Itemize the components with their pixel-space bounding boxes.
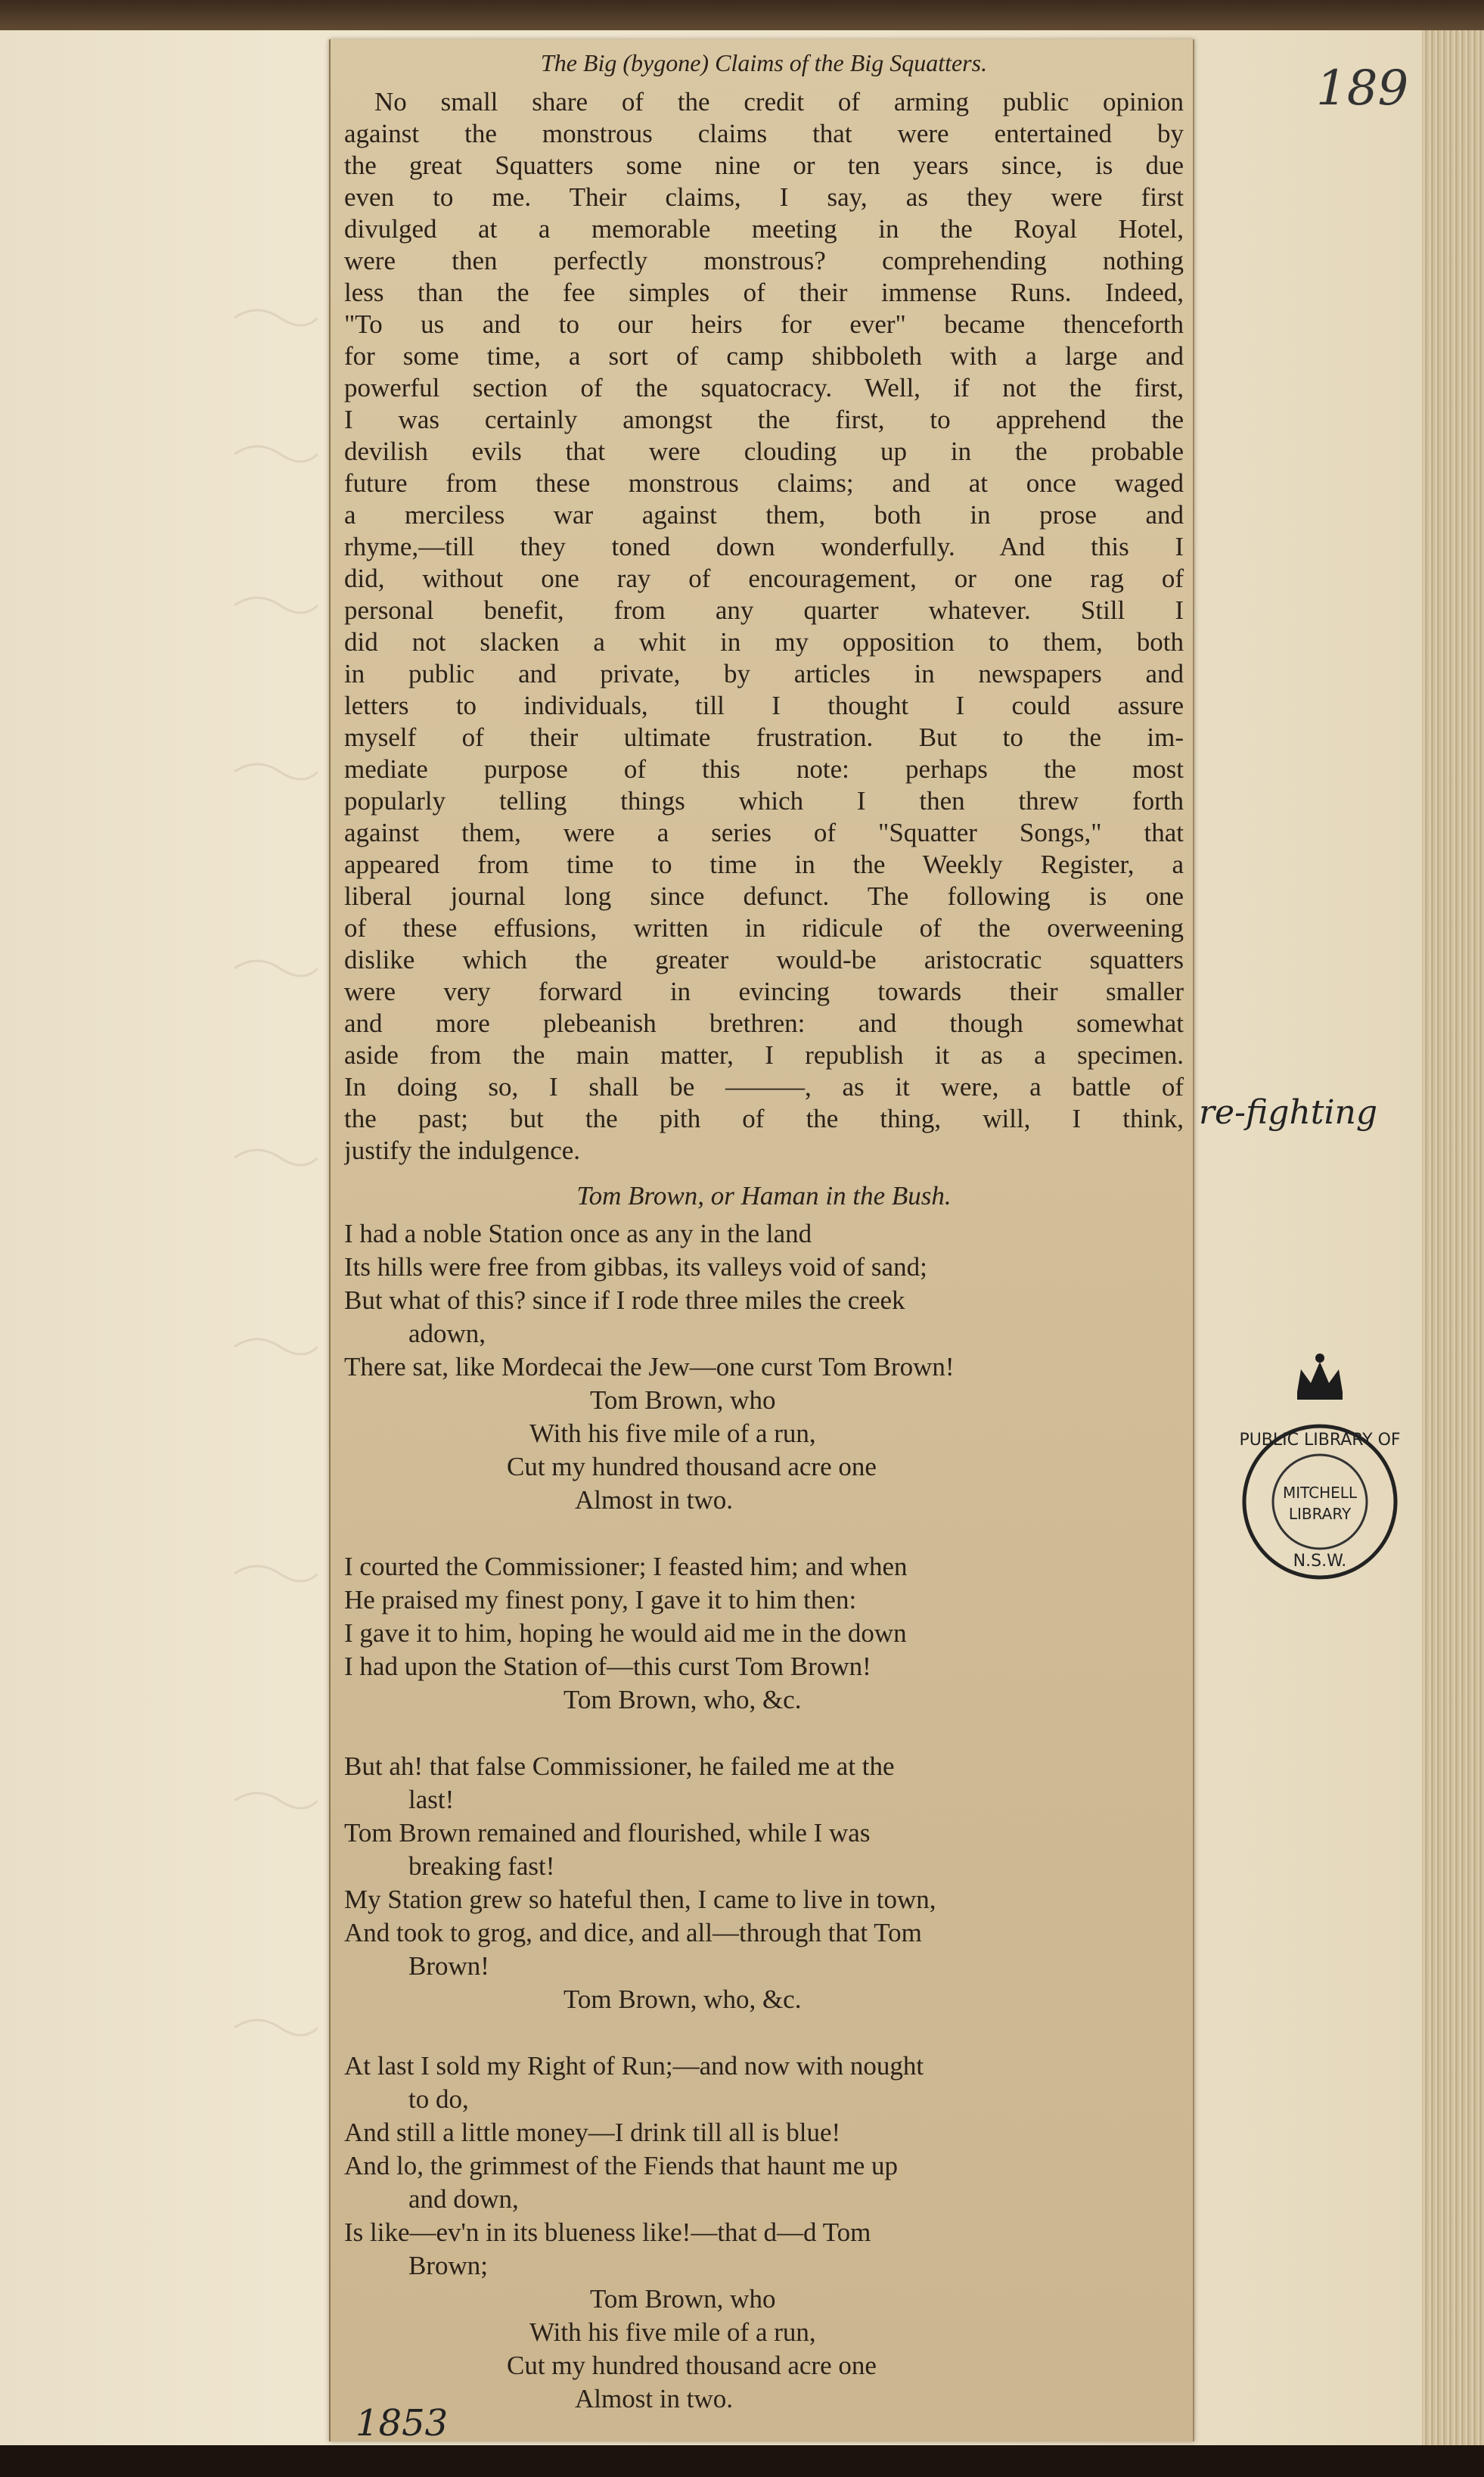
poem-line: I had upon the Station of—this curst Tom Brown!	[344, 1652, 871, 1681]
prose-line: and more plebeanish brethren: and though somewhat	[344, 1009, 1184, 1038]
prose-line: No small share of the credit of arming public opinion	[374, 87, 1184, 117]
stanza-2	[344, 1551, 1184, 1717]
prose-paragraph	[344, 86, 1184, 1167]
book-bottom-edge	[0, 2445, 1484, 2477]
stamp-text-top: PUBLIC LIBRARY OF	[1239, 1431, 1401, 1450]
stanza-4	[344, 2050, 1184, 2416]
prose-line: dislike which the greater would-be aristocratic squatters	[344, 945, 1184, 974]
poem-line: breaking fast!	[408, 1851, 555, 1881]
poem-line: Brown!	[408, 1951, 489, 1981]
clipping-text	[344, 44, 1184, 2450]
poem-line: And still a little money—I drink till all is blue!	[344, 2118, 841, 2147]
prose-line: aside from the main matter, I republish it as a specimen.	[344, 1040, 1184, 1070]
prose-line: divulged at a memorable meeting in the Royal Hotel,	[344, 214, 1184, 244]
page-stack-edge	[1422, 30, 1484, 2447]
poem-line: Is like—ev'n in its blueness like!—that d—d Tom	[344, 2217, 871, 2247]
year-annotation: 1853	[355, 2402, 449, 2444]
prose-line: against them, were a series of "Squatter Songs," that	[344, 818, 1184, 847]
refrain-line: With his five mile of a run,	[529, 1419, 816, 1448]
prose-line: liberal journal long since defunct. The following is one	[344, 881, 1184, 911]
poem-line: adown,	[408, 1319, 486, 1348]
prose-line: did, without one ray of encouragement, or one rag of	[344, 564, 1184, 593]
prose-line: myself of their ultimate frustration. But to the im-	[344, 723, 1184, 752]
stanza-1	[344, 1218, 1184, 1518]
prose-line: rhyme,—till they toned down wonderfully. And this I	[344, 532, 1184, 561]
stamp-text-bottom: N.S.W.	[1293, 1552, 1347, 1571]
refrain-line: With his five mile of a run,	[529, 2317, 816, 2347]
poem-line: At last I sold my Right of Run;—and now with nought	[344, 2051, 924, 2081]
prose-line: did not slacken a whit in my opposition to them, both	[344, 627, 1184, 657]
page-number: 189	[1316, 61, 1409, 117]
prose-line: the past; but the pith of the thing, will, I think,	[344, 1104, 1184, 1133]
prose-line: personal benefit, from any quarter whatever. Still I	[344, 595, 1184, 625]
prose-line: powerful section of the squatocracy. Well, if not the first,	[344, 373, 1184, 402]
refrain-line: Cut my hundred thousand acre one	[507, 2351, 877, 2380]
poem-line: to do,	[408, 2084, 469, 2114]
prose-line: a merciless war against them, both in prose and	[344, 500, 1184, 530]
prose-line: In doing so, I shall be ———, as it were, a battle of	[344, 1072, 1184, 1102]
stanza-3	[344, 1751, 1184, 2017]
clipping-title: The Big (bygone) Claims of the Big Squatters.	[540, 49, 988, 76]
prose-line: in public and private, by articles in newspapers and	[344, 659, 1184, 688]
refrain-line: Almost in two.	[575, 2384, 734, 2413]
prose-line: even to me. Their claims, I say, as they were first	[344, 182, 1184, 212]
poem-line: and down,	[408, 2184, 519, 2214]
prose-line: future from these monstrous claims; and at once waged	[344, 468, 1184, 498]
poem-line: And lo, the grimmest of the Fiends that haunt me up	[344, 2151, 898, 2180]
prose-line: the great Squatters some nine or ten years since, is due	[344, 151, 1184, 180]
prose-line: I was certainly amongst the first, to apprehend the	[344, 405, 1184, 434]
prose-line: popularly telling things which I then threw forth	[344, 786, 1184, 816]
poem-line: I gave it to him, hoping he would aid me in the down	[344, 1618, 907, 1648]
poem-line: He praised my finest pony, I gave it to him then:	[344, 1585, 857, 1615]
refrain-line: Almost in two.	[575, 1485, 734, 1515]
refrain-line: Tom Brown, who	[590, 2284, 776, 2314]
stamp-inner-ring	[1273, 1455, 1367, 1549]
stamp-text-library: LIBRARY	[1288, 1505, 1352, 1523]
refrain-line: Cut my hundred thousand acre one	[507, 1452, 877, 1481]
poem-line: Its hills were free from gibbas, its valleys void of sand;	[344, 1252, 927, 1282]
stamp-text-mid: MITCHELL	[1282, 1484, 1358, 1502]
prose-line: mediate purpose of this note: perhaps the most	[344, 754, 1184, 784]
prose-line: less than the fee simples of their immense Runs. Indeed,	[344, 278, 1184, 307]
refrain-line: Tom Brown, who, &c.	[563, 1984, 802, 2014]
refrain-line: Tom Brown, who	[590, 1385, 776, 1415]
poem-line: But ah! that false Commissioner, he failed me at the	[344, 1751, 895, 1781]
poem-line: But what of this? since if I rode three miles the creek	[344, 1285, 905, 1315]
prose-line: were then perfectly monstrous? comprehending nothing	[344, 246, 1184, 275]
poem-line: My Station grew so hateful then, I came to live in town,	[344, 1885, 936, 1914]
prose-line: for some time, a sort of camp shibboleth with a large and	[344, 341, 1184, 371]
faint-show-through-handwriting	[227, 287, 318, 2255]
margin-annotation: re-fighting	[1199, 1093, 1378, 1132]
prose-line: against the monstrous claims that were entertained by	[344, 119, 1184, 148]
prose-line: "To us and to our heirs for ever" became thenceforth	[344, 309, 1184, 339]
poem-line: Tom Brown remained and flourished, while I was	[344, 1818, 871, 1848]
poem-line: There sat, like Mordecai the Jew—one curst Tom Brown!	[344, 1352, 955, 1381]
poem-line: Brown;	[408, 2251, 488, 2280]
poem-title: Tom Brown, or Haman in the Bush.	[576, 1181, 952, 1211]
prose-line: devilish evils that were clouding up in the probable	[344, 437, 1184, 466]
prose-line: appeared from time to time in the Weekly Register, a	[344, 850, 1184, 879]
poem-line: last!	[408, 1785, 455, 1814]
prose-line: justify the indulgence.	[344, 1136, 581, 1165]
poem-line: I courted the Commissioner; I feasted him; and when	[344, 1552, 908, 1581]
poem-line: And took to grog, and dice, and all—through that Tom	[344, 1918, 922, 1947]
library-stamp	[1233, 1339, 1407, 1589]
prose-line: letters to individuals, till I thought I could assure	[344, 691, 1184, 720]
prose-line: were very forward in evincing towards their smaller	[344, 977, 1184, 1006]
poem-line: I had a noble Station once as any in the land	[344, 1219, 812, 1248]
prose-line: of these effusions, written in ridicule of the overweening	[344, 913, 1184, 943]
refrain-line: Tom Brown, who, &c.	[563, 1685, 802, 1714]
crown-icon	[1297, 1353, 1343, 1400]
